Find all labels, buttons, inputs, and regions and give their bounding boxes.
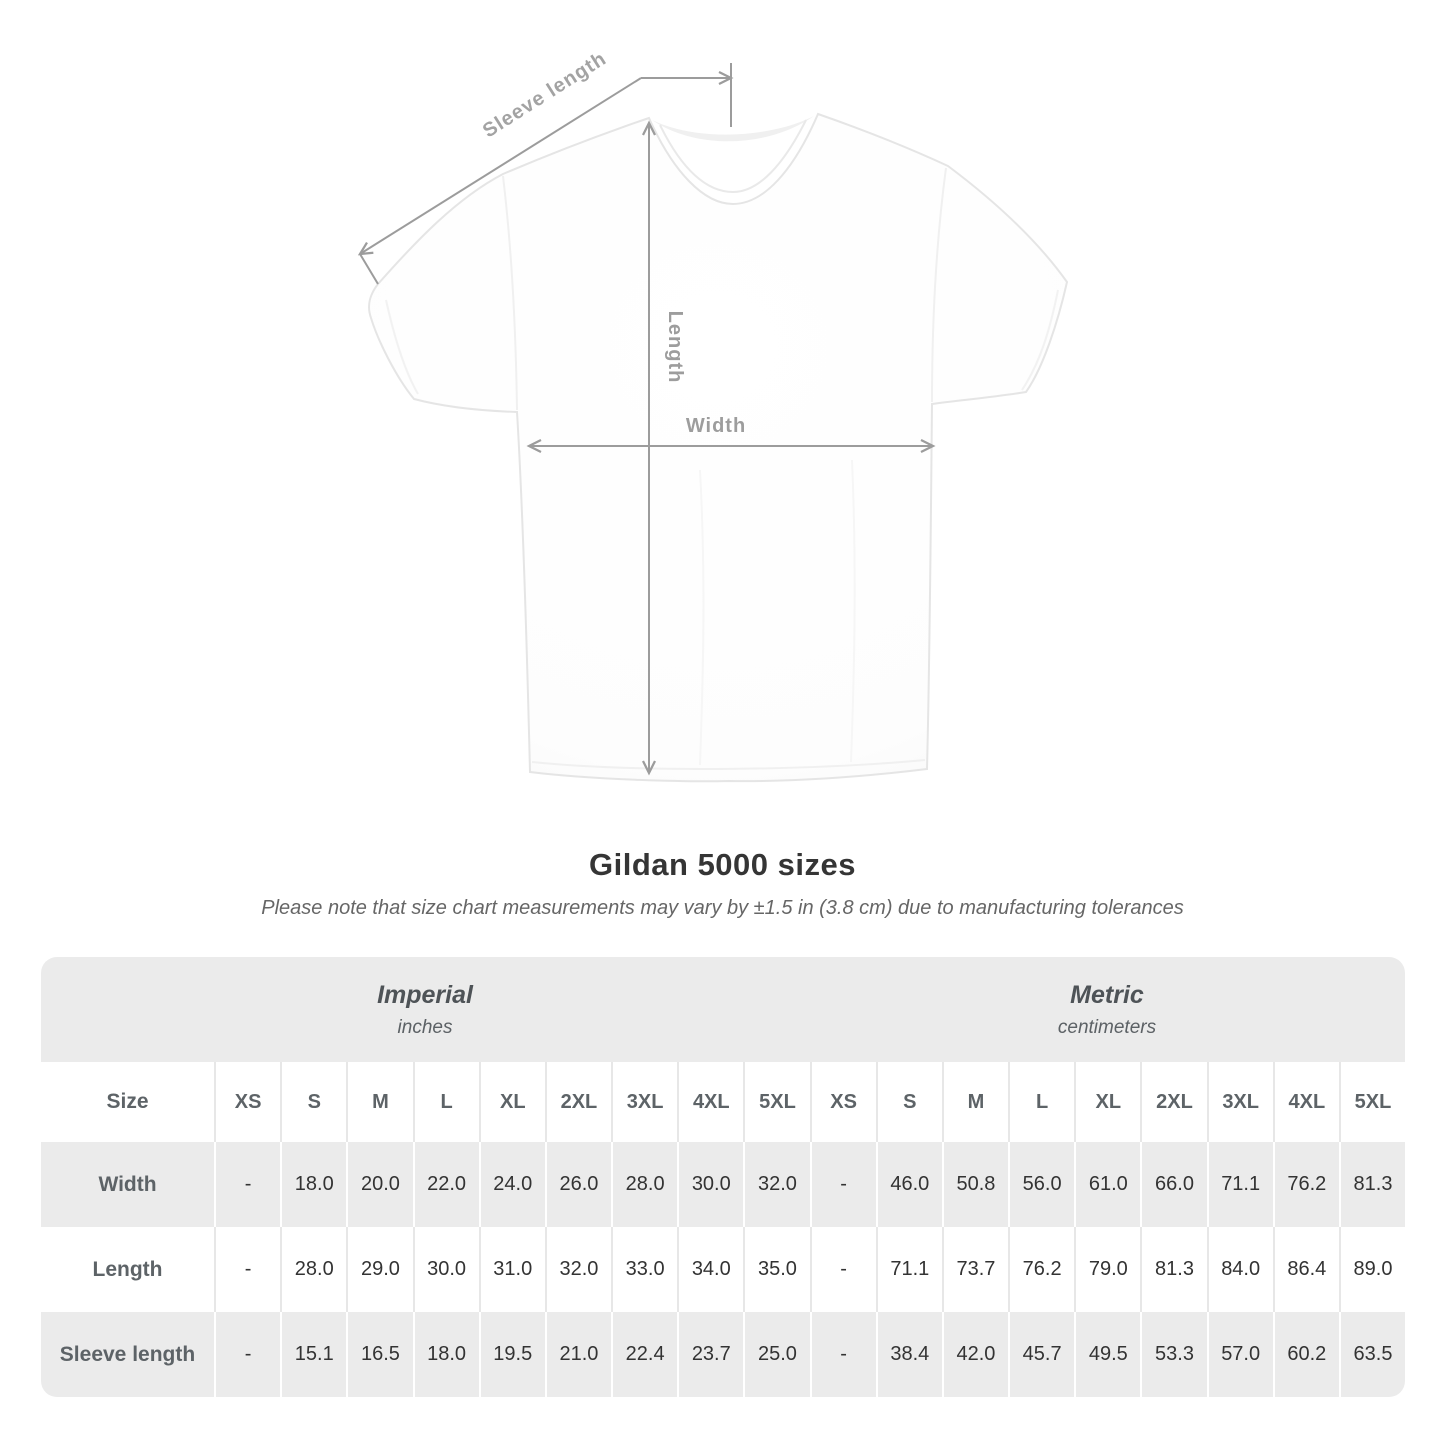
width-row bbox=[41, 1142, 1405, 1227]
table-cell: 50.8 bbox=[942, 1142, 1008, 1227]
table-cell: 63.5 bbox=[1339, 1312, 1405, 1397]
size-col-header-imperial-l: L bbox=[413, 1062, 479, 1142]
size-col-header-metric-xs: XS bbox=[810, 1062, 876, 1142]
table-cell: 46.0 bbox=[876, 1142, 942, 1227]
size-row-label: Size bbox=[41, 1062, 214, 1142]
table-cell: 38.4 bbox=[876, 1312, 942, 1397]
table-cell: 28.0 bbox=[280, 1227, 346, 1312]
size-col-header-imperial-s: S bbox=[280, 1062, 346, 1142]
imperial-title: Imperial bbox=[377, 980, 473, 1009]
row-label-sleeve-length: Sleeve length bbox=[41, 1312, 214, 1397]
table-cell: 16.5 bbox=[346, 1312, 412, 1397]
table-cell: 73.7 bbox=[942, 1227, 1008, 1312]
table-cell: 57.0 bbox=[1207, 1312, 1273, 1397]
table-cell: 30.0 bbox=[413, 1227, 479, 1312]
table-cell: 79.0 bbox=[1074, 1227, 1140, 1312]
table-cell: 18.0 bbox=[413, 1312, 479, 1397]
table-cell: 56.0 bbox=[1008, 1142, 1074, 1227]
imperial-header bbox=[41, 957, 809, 1062]
table-cell: 32.0 bbox=[743, 1142, 809, 1227]
sleeve-length-label: Sleeve length bbox=[479, 47, 611, 143]
table-cell: 60.2 bbox=[1273, 1312, 1339, 1397]
table-cell: 86.4 bbox=[1273, 1227, 1339, 1312]
table-cell: 28.0 bbox=[611, 1142, 677, 1227]
table-cell: 29.0 bbox=[346, 1227, 412, 1312]
table-cell: 84.0 bbox=[1207, 1227, 1273, 1312]
imperial-subtitle: inches bbox=[397, 1016, 453, 1038]
size-col-header-imperial-2xl: 2XL bbox=[545, 1062, 611, 1142]
size-col-header-metric-3xl: 3XL bbox=[1207, 1062, 1273, 1142]
table-cell: 19.5 bbox=[479, 1312, 545, 1397]
table-cell: 24.0 bbox=[479, 1142, 545, 1227]
metric-title: Metric bbox=[1070, 980, 1144, 1009]
row-label-width: Width bbox=[41, 1142, 214, 1227]
table-cell: 21.0 bbox=[545, 1312, 611, 1397]
size-col-header-imperial-4xl: 4XL bbox=[677, 1062, 743, 1142]
length-row bbox=[41, 1227, 1405, 1312]
table-cell: 34.0 bbox=[677, 1227, 743, 1312]
table-cell: - bbox=[810, 1312, 876, 1397]
table-cell: - bbox=[810, 1142, 876, 1227]
table-cell: - bbox=[810, 1227, 876, 1312]
table-cell: 45.7 bbox=[1008, 1312, 1074, 1397]
table-cell: 30.0 bbox=[677, 1142, 743, 1227]
table-cell: 71.1 bbox=[876, 1227, 942, 1312]
metric-subtitle: centimeters bbox=[1057, 1016, 1157, 1038]
table-cell: 53.3 bbox=[1140, 1312, 1206, 1397]
tshirt-graphic bbox=[369, 114, 1067, 781]
table-cell: - bbox=[214, 1142, 280, 1227]
table-cell: 81.3 bbox=[1339, 1142, 1405, 1227]
size-table bbox=[41, 957, 1405, 1397]
tolerance-note: Please note that size chart measurements may vary by ±1.5 in (3.8 cm) due to manufacturing tolerances bbox=[261, 897, 1184, 919]
table-cell: 49.5 bbox=[1074, 1312, 1140, 1397]
size-col-header-imperial-xs: XS bbox=[214, 1062, 280, 1142]
table-cell: 23.7 bbox=[677, 1312, 743, 1397]
width-label: Width bbox=[685, 415, 747, 437]
table-cell: 32.0 bbox=[545, 1227, 611, 1312]
table-cell: 18.0 bbox=[280, 1142, 346, 1227]
table-cell: 20.0 bbox=[346, 1142, 412, 1227]
size-col-header-metric-l: L bbox=[1008, 1062, 1074, 1142]
table-cell: 31.0 bbox=[479, 1227, 545, 1312]
metric-header bbox=[809, 957, 1405, 1062]
table-cell: 25.0 bbox=[743, 1312, 809, 1397]
unit-header-band bbox=[41, 957, 1405, 1062]
table-cell: 76.2 bbox=[1273, 1142, 1339, 1227]
table-cell: 61.0 bbox=[1074, 1142, 1140, 1227]
table-cell: 22.0 bbox=[413, 1142, 479, 1227]
table-cell: 15.1 bbox=[280, 1312, 346, 1397]
table-cell: - bbox=[214, 1227, 280, 1312]
size-col-header-metric-m: M bbox=[942, 1062, 1008, 1142]
size-col-header-metric-2xl: 2XL bbox=[1140, 1062, 1206, 1142]
size-col-header-metric-5xl: 5XL bbox=[1339, 1062, 1405, 1142]
size-col-header-imperial-xl: XL bbox=[479, 1062, 545, 1142]
table-cell: 89.0 bbox=[1339, 1227, 1405, 1312]
table-cell: 76.2 bbox=[1008, 1227, 1074, 1312]
table-cell: 81.3 bbox=[1140, 1227, 1206, 1312]
table-cell: 26.0 bbox=[545, 1142, 611, 1227]
collar-back bbox=[652, 116, 814, 141]
table-cell: 66.0 bbox=[1140, 1142, 1206, 1227]
sizes-header-row bbox=[41, 1062, 1405, 1142]
table-cell: 71.1 bbox=[1207, 1142, 1273, 1227]
table-cell: 42.0 bbox=[942, 1312, 1008, 1397]
size-col-header-imperial-3xl: 3XL bbox=[611, 1062, 677, 1142]
table-cell: 33.0 bbox=[611, 1227, 677, 1312]
size-col-header-metric-4xl: 4XL bbox=[1273, 1062, 1339, 1142]
table-cell: - bbox=[214, 1312, 280, 1397]
size-col-header-imperial-5xl: 5XL bbox=[743, 1062, 809, 1142]
size-col-header-imperial-m: M bbox=[346, 1062, 412, 1142]
row-label-length: Length bbox=[41, 1227, 214, 1312]
length-label: Length bbox=[664, 310, 686, 384]
size-col-header-metric-xl: XL bbox=[1074, 1062, 1140, 1142]
page-title: Gildan 5000 sizes bbox=[589, 847, 856, 882]
sleeve-length-row bbox=[41, 1312, 1405, 1397]
size-col-header-metric-s: S bbox=[876, 1062, 942, 1142]
table-cell: 35.0 bbox=[743, 1227, 809, 1312]
table-cell: 22.4 bbox=[611, 1312, 677, 1397]
